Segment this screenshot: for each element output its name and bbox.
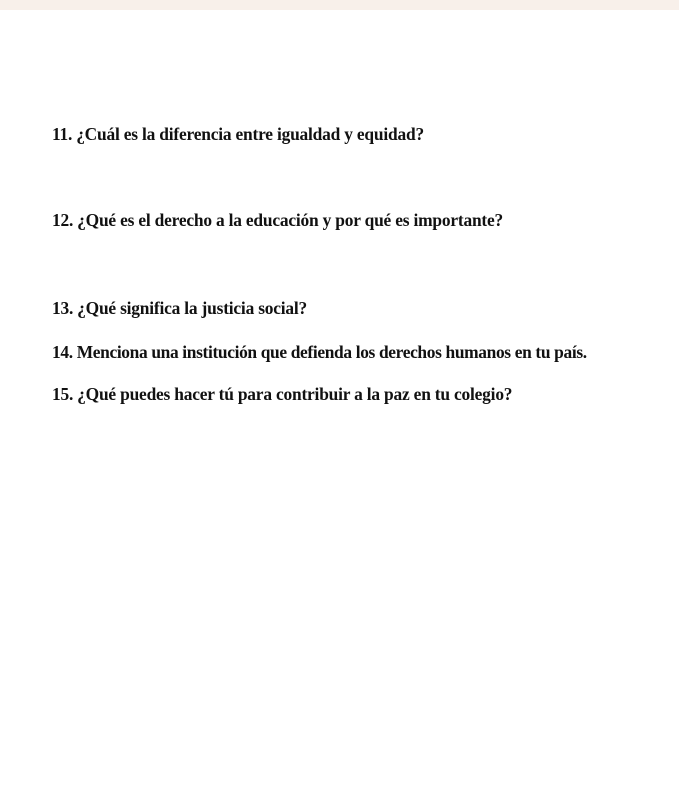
question-text: ¿Cuál es la diferencia entre igualdad y equidad?: [76, 124, 424, 144]
question-text: Menciona una institución que defienda los derechos humanos en tu país.: [76, 342, 587, 362]
question-13: [52, 298, 307, 318]
question-text: ¿Qué es el derecho a la educación y por qué es importante?: [77, 210, 504, 230]
document-page: [0, 10, 679, 790]
question-11: [52, 124, 424, 144]
question-number: 15.: [52, 384, 74, 404]
question-text: ¿Qué puedes hacer tú para contribuir a la paz en tu colegio?: [77, 384, 513, 404]
question-number: 11.: [52, 124, 73, 144]
question-12: [52, 210, 503, 230]
question-number: 13.: [52, 298, 74, 318]
question-number: 14.: [52, 342, 73, 362]
question-15: [52, 384, 512, 404]
question-text: ¿Qué significa la justicia social?: [77, 298, 308, 318]
question-number: 12.: [52, 210, 74, 230]
question-14: [52, 342, 587, 362]
